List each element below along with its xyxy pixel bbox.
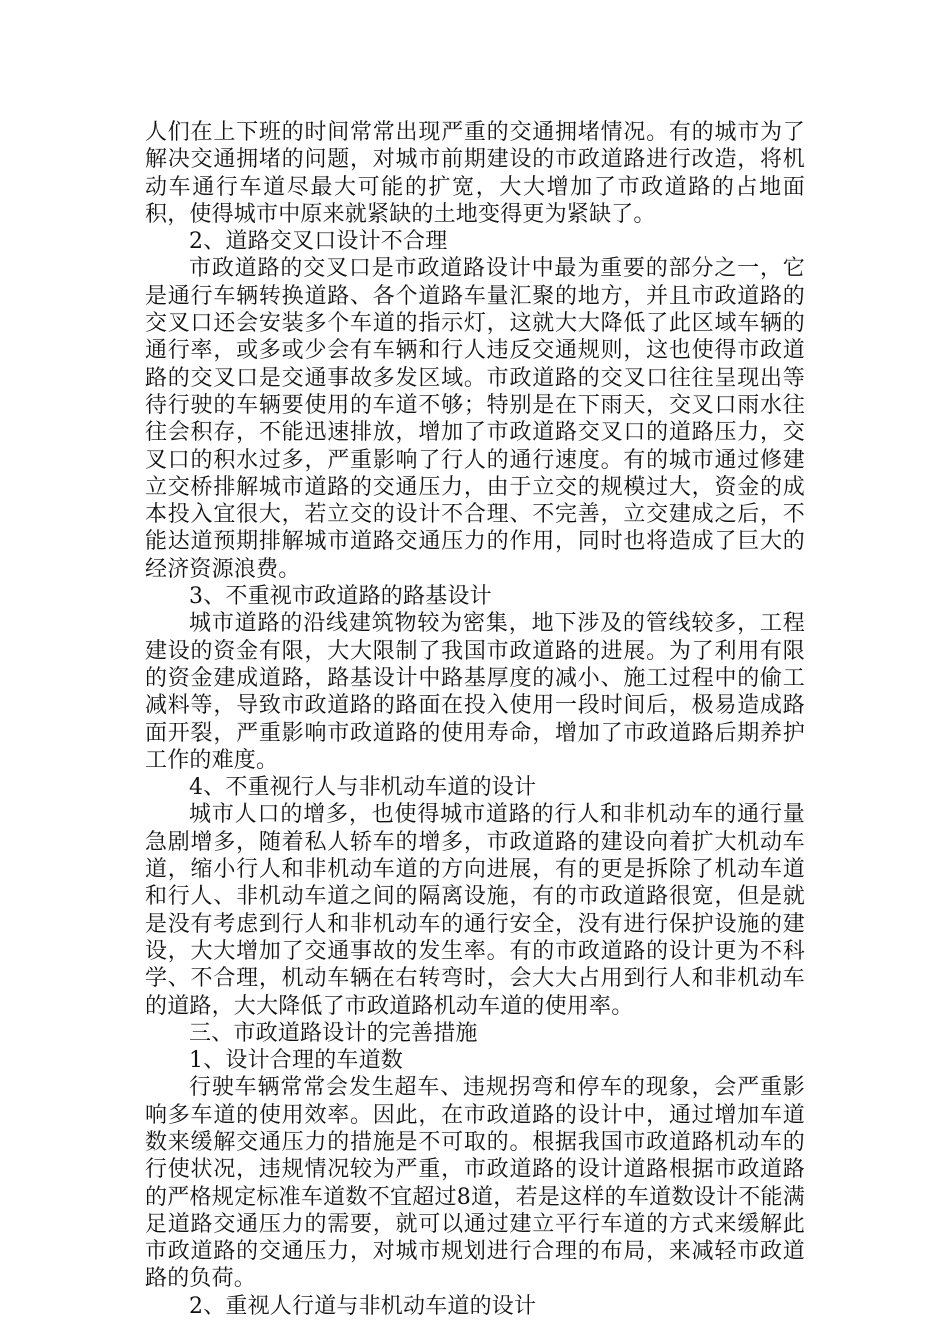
section-heading: 2、重视人行道与非机动车道的设计 bbox=[189, 1293, 537, 1319]
section-heading: 4、不重视行人与非机动车道的设计 bbox=[189, 775, 537, 801]
body-paragraph: 市政道路的交叉口是市政道路设计中最为重要的部分之一，它是通行车辆转换道路、各个道路车量汇聚的地方，并且市政道路的交叉口还会安装多个车道的指示灯，这就大大降低了此区域车辆的通行率，或多或少会有车辆和行人违反交通规则，这也使得市政道路的交叉口是交通事故多发区域。市政道路的交叉口往往呈现出等待行驶的车辆要使用的车道不够；特别是在下雨天，交叉口雨水往往会积存，不能迅速排放，增加了市政道路交叉口的道路压力，交叉口的积水过多，严重影响了行人的通行速度。有的城市通过修建立交桥排解城市道路的交通压力，由于立交的规模过大，资金的成本投入宜很大，若立交的设计不合理、不完善，立交建成之后，不能达道预期排解城市道路交通压力的作用，同时也将造成了巨大的经济资源浪费。 bbox=[145, 256, 805, 582]
body-paragraph: 城市人口的增多，也使得城市道路的行人和非机动车的通行量急剧增多，随着私人轿车的增多，市政道路的建设向着扩大机动车道，缩小行人和非机动车道的方向进展，有的更是拆除了机动车道和行人、非机动车道之间的隔离设施，有的市政道路很宽，但是就是没有考虑到行人和非机动车的通行安全，没有进行保护设施的建设，大大增加了交通事故的发生率。有的市政道路的设计更为不科学、不合理，机动车辆在右转弯时，会大大占用到行人和非机动车的道路，大大降低了市政道路机动车道的使用率。 bbox=[145, 802, 805, 1019]
section-heading: 2、道路交叉口设计不合理 bbox=[189, 229, 448, 255]
section-heading: 1、设计合理的车道数 bbox=[189, 1048, 403, 1074]
chapter-heading: 三、市政道路设计的完善措施 bbox=[189, 1020, 478, 1046]
body-paragraph: 城市道路的沿线建筑物较为密集，地下涉及的管线较多，工程建设的资金有限，大大限制了我国市政道路的进展。为了利用有限的资金建成道路，路基设计中路基厚度的减小、施工过程中的偷工减料等，导致市政道路的路面在投入使用一段时间后，极易造成路面开裂，严重影响市政道路的使用寿命，增加了市政道路后期养护工作的难度。 bbox=[145, 611, 805, 773]
document-body bbox=[145, 119, 805, 1320]
section-heading: 3、不重视市政道路的路基设计 bbox=[189, 584, 492, 610]
body-paragraph: 行驶车辆常常会发生超车、违规拐弯和停车的现象，会严重影响多车道的使用效率。因此，在市政道路的设计中，通过增加车道数来缓解交通压力的措施是不可取的。根据我国市政道路机动车的行使状况，违规情况较为严重，市政道路的设计道路根据市政道路的严格规定标准车道数不宜超过8道，若是这样的车道数设计不能满足道路交通压力的需要，就可以通过建立平行车道的方式来缓解此市政道路的交通压力，对城市规划进行合理的布局，来减轻市政道路的负荷。 bbox=[145, 1075, 805, 1292]
body-paragraph: 人们在上下班的时间常常出现严重的交通拥堵情况。有的城市为了解决交通拥堵的问题，对城市前期建设的市政道路进行改造，将机动车通行车道尽最大可能的扩宽，大大增加了市政道路的占地面积，使得城市中原来就紧缺的土地变得更为紧缺了。 bbox=[145, 120, 805, 227]
